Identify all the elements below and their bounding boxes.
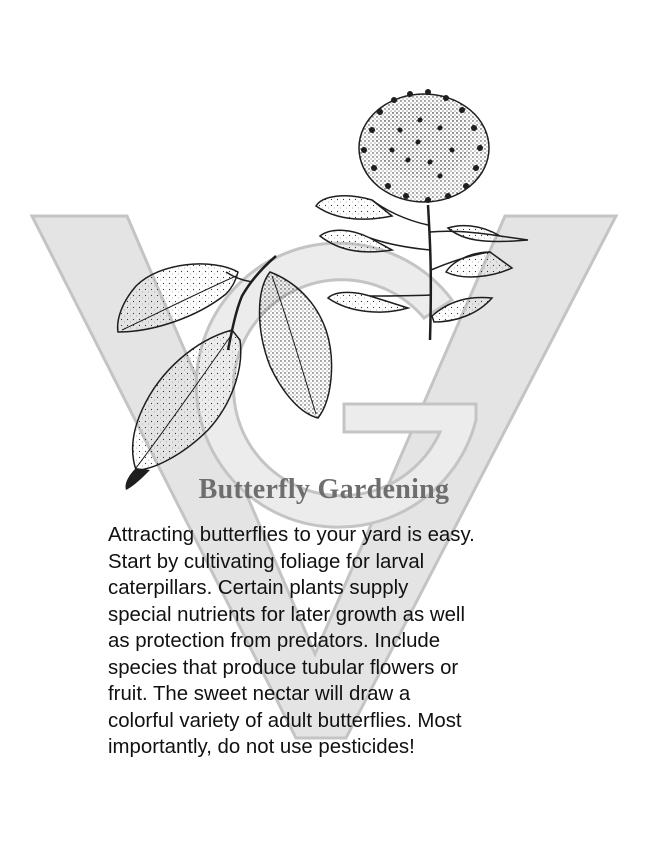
- body-paragraph: [108, 522, 558, 761]
- sprig-leaf-right: [260, 272, 332, 418]
- flower-head: [359, 89, 489, 203]
- plant-stem: [428, 205, 431, 340]
- body-line: Start by cultivating foliage for larval: [108, 550, 425, 573]
- body-line: species that produce tubular flowers or: [108, 656, 459, 679]
- body-line: importantly, do not use pesticides!: [108, 736, 415, 758]
- body-line: special nutrients for later growth as well: [108, 603, 465, 626]
- body-line: colorful variety of adult butterflies. Most: [108, 709, 462, 732]
- body-line: caterpillars. Certain plants supply: [108, 577, 409, 599]
- body-line: as protection from predators. Include: [108, 630, 441, 652]
- body-line: Attracting butterflies to your yard is easy.: [108, 524, 475, 546]
- page-title: Butterfly Gardening: [198, 474, 450, 505]
- body-line: fruit. The sweet nectar will draw a: [108, 683, 411, 705]
